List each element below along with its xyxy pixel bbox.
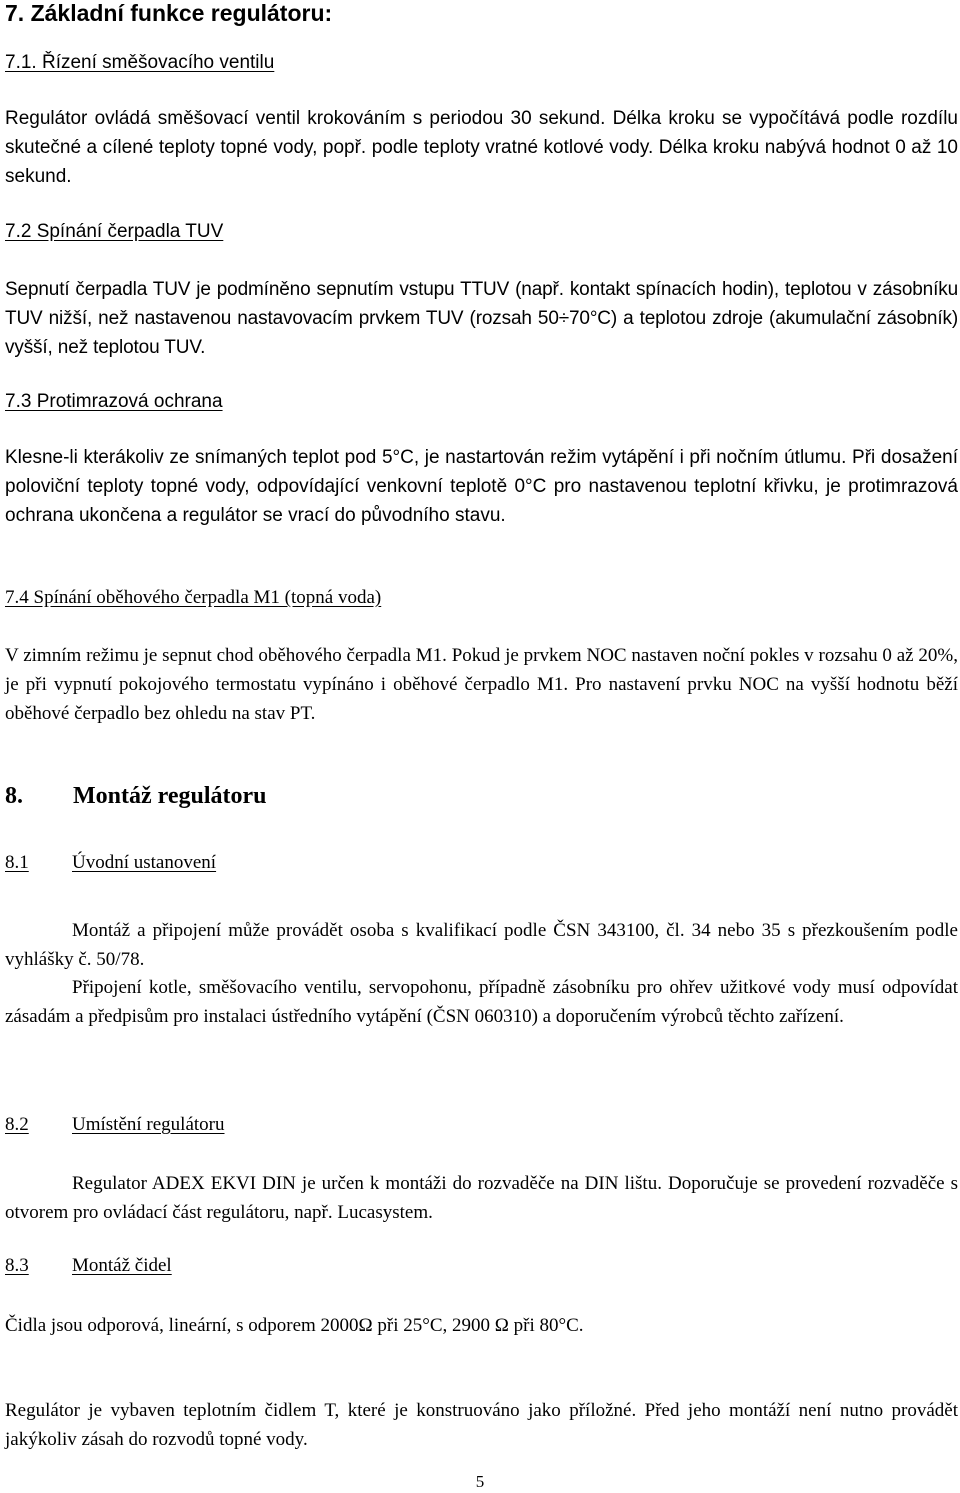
section-8-3-text-2: Regulátor je vybaven teplotním čidlem T, které je konstruováno jako příložné. Před jeho montáží není nutno provádět jakýkoliv zásah do rozvodů topné vody. [5, 1400, 958, 1450]
section-8-2-heading [5, 1114, 225, 1136]
section-8-1-text-2: Připojení kotle, směšovacího ventilu, servopohonu, případně zásobníku pro ohřev užitkové vody musí odpovídat zásadám a předpisům pro instalaci ústředního vytápění (ČSN 060310) a doporučením výrobců těchto zařízení. [5, 977, 958, 1027]
section-8-heading [5, 783, 267, 810]
section-7-heading: 7. Základní funkce regulátoru: [5, 0, 333, 26]
section-7-1-text: Regulátor ovládá směšovací ventil krokováním s periodou 30 sekund. Délka kroku se vypočítává podle rozdílu skutečné a cílené teploty topné vody, popř. podle teploty vratné kotlové vody. Délka kroku nabývá hodnot 0 až 10 sekund. [5, 108, 958, 187]
section-7-2-title: 7.2 Spínání čerpadla TUV [5, 221, 224, 242]
section-7-3-text: Klesne-li kterákoliv ze snímaných teplot pod 5°C, je nastartován režim vytápění i při nočním útlumu. Při dosažení poloviční teploty topné vody, odpovídající venkovní teplotě 0°C pro nastavenou teplotní křivku, je protimrazová ochrana ukončena a regulátor se vrací do původního stavu. [5, 447, 958, 526]
section-8-3-number: 8.3 [5, 1255, 29, 1276]
page-number: 5 [475, 1472, 485, 1491]
section-8-1-number: 8.1 [5, 852, 29, 873]
section-7-3-title: 7.3 Protimrazová ochrana [5, 391, 223, 412]
section-7-2-text: Sepnutí čerpadla TUV je podmíněno sepnutím vstupu TTUV (např. kontakt spínacích hodin), teplotou v zásobníku TUV nižší, než nastavenou nastavovacím prvkem TUV (rozsah 50÷70°C) a teplotou zdroje (akumulační zásobník) vyšší, než teplotou TUV. [5, 279, 958, 358]
section-8-3-text-1: Čidla jsou odporová, lineární, s odporem 2000Ω při 25°C, 2900 Ω při 80°C. [5, 1315, 584, 1336]
section-7-1-title: 7.1. Řízení směšovacího ventilu [5, 52, 275, 73]
section-8-number: 8. [5, 783, 23, 809]
section-8-3-heading [5, 1255, 172, 1277]
section-8-3-title: Montáž čidel [72, 1255, 172, 1276]
section-8-2-number: 8.2 [5, 1114, 29, 1135]
section-8-1-heading [5, 852, 216, 874]
section-8-title: Montáž regulátoru [73, 783, 267, 809]
section-7-4-title: 7.4 Spínání oběhového čerpadla M1 (topná voda) [5, 587, 382, 608]
section-8-1-text-1: Montáž a připojení může provádět osoba s kvalifikací podle ČSN 343100, čl. 34 nebo 35 s přezkoušením podle vyhlášky č. 50/78. [5, 920, 958, 970]
section-7-4-text: V zimním režimu je sepnut chod oběhového čerpadla M1. Pokud je prvkem NOC nastaven noční pokles v rozsahu 0 až 20%, je při vypnutí pokojového termostatu vypínáno i oběhové čerpadlo M1. Pro nastavení prvku NOC na vyšší hodnotu běží oběhové čerpadlo bez ohledu na stav PT. [5, 645, 958, 724]
section-8-2-text: Regulator ADEX EKVI DIN je určen k montáži do rozvaděče na DIN lištu. Doporučuje se provedení rozvaděče s otvorem pro ovládací část regulátoru, např. Lucasystem. [5, 1173, 958, 1223]
section-8-1-title: Úvodní ustanovení [72, 852, 217, 873]
section-8-2-title: Umístění regulátoru [72, 1114, 225, 1135]
